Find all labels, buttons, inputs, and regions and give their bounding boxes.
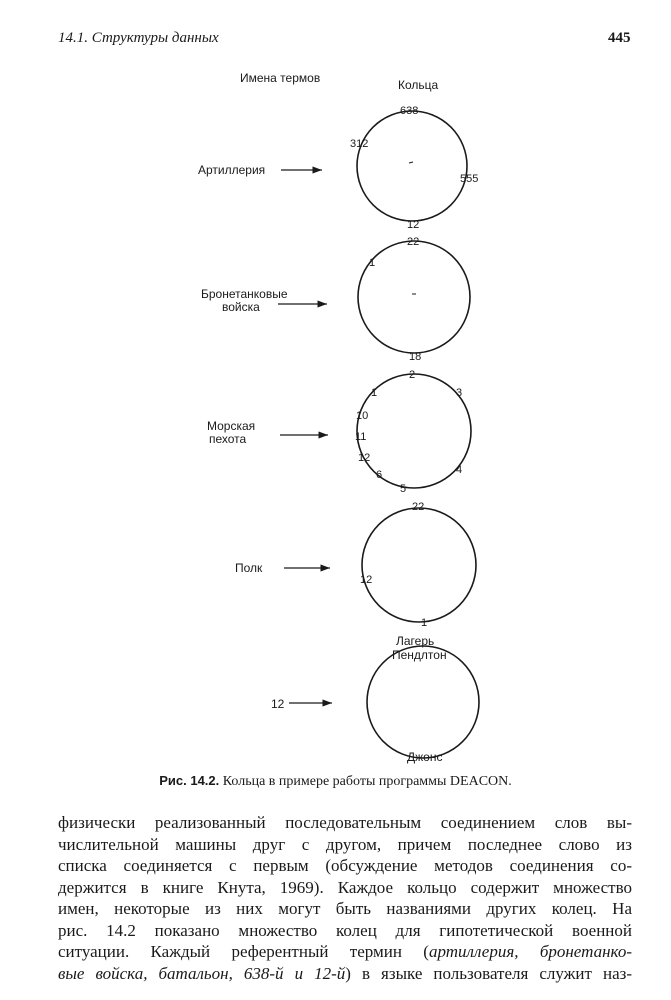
ring-label: 11 — [355, 431, 367, 443]
term-name: Полк — [235, 561, 263, 575]
ring-label: 1 — [369, 257, 376, 269]
term-name: 12 — [271, 697, 285, 711]
ring-center-mark — [409, 162, 413, 163]
column-header-terms: Имена термов — [240, 71, 321, 85]
term-name: Морская — [207, 419, 256, 433]
column-header-rings: Кольца — [398, 78, 439, 92]
text-line — [58, 963, 632, 985]
ring-label: 22 — [407, 236, 420, 248]
term-name: пехота — [209, 432, 247, 446]
caption-text: Кольца в примере работы программы DEACON. — [222, 774, 512, 789]
ring-label: 1 — [371, 387, 378, 399]
ring — [357, 111, 467, 221]
body-paragraph — [58, 812, 632, 984]
ring-label: 12 — [407, 219, 420, 231]
ring-label: Лагерь — [396, 634, 435, 648]
ring-label: 12 — [358, 452, 371, 464]
ring-label: 22 — [412, 501, 425, 513]
ring-label: Пендлтон — [392, 648, 447, 662]
text-line: имен, некоторые из них могут быть названиями других колец. На — [58, 899, 632, 918]
ring-label: 312 — [350, 138, 369, 150]
text-line: рис. 14.2 показано множество колец для гипотетической военной — [58, 920, 632, 940]
ring-label: Джонс — [407, 750, 443, 764]
italic-segment: артиллерия, бронетанко- — [428, 942, 633, 961]
figure-caption — [0, 773, 671, 790]
text-line — [58, 941, 632, 963]
ring-label: 638 — [400, 105, 419, 117]
text-line: числительной машины друг с другом, причем последнее слово из — [58, 834, 632, 854]
ring — [362, 508, 476, 622]
ring-label: 10 — [356, 410, 369, 422]
term-name: Артиллерия — [198, 163, 266, 177]
text-line: физически реализованный последовательным соединением слов вы- — [58, 813, 632, 832]
text-line: держится в книге Кнута, 1969). Каждое кольцо содержит множество — [58, 877, 632, 897]
caption-label: Рис. 14.2. — [159, 773, 220, 788]
ring-label: 18 — [409, 351, 422, 363]
running-header-section: 14.1. Структуры данных — [58, 30, 219, 46]
ring-label: 5 — [400, 483, 407, 495]
ring-label: 6 — [376, 469, 383, 481]
term-name: войска — [222, 300, 260, 314]
ring-label: 1 — [421, 617, 428, 629]
text-segment: ситуации. Каждый референтный термин ( — [58, 942, 429, 961]
ring-label: 2 — [409, 369, 416, 381]
text-line: списка соединяется с первым (обсуждение методов соединения со- — [58, 856, 632, 875]
ring-label: 12 — [360, 574, 373, 586]
ring — [367, 646, 479, 758]
text-segment: ) в языке пользователя служит наз- — [345, 963, 632, 983]
page-number: 445 — [608, 30, 631, 46]
italic-segment: вые войска, батальон, 638-й и 12-й — [58, 963, 346, 983]
term-name: Бронетанковые — [201, 287, 288, 301]
ring-label: 3 — [456, 387, 463, 399]
ring-label: 4 — [456, 464, 463, 476]
ring-label: 555 — [460, 173, 479, 185]
